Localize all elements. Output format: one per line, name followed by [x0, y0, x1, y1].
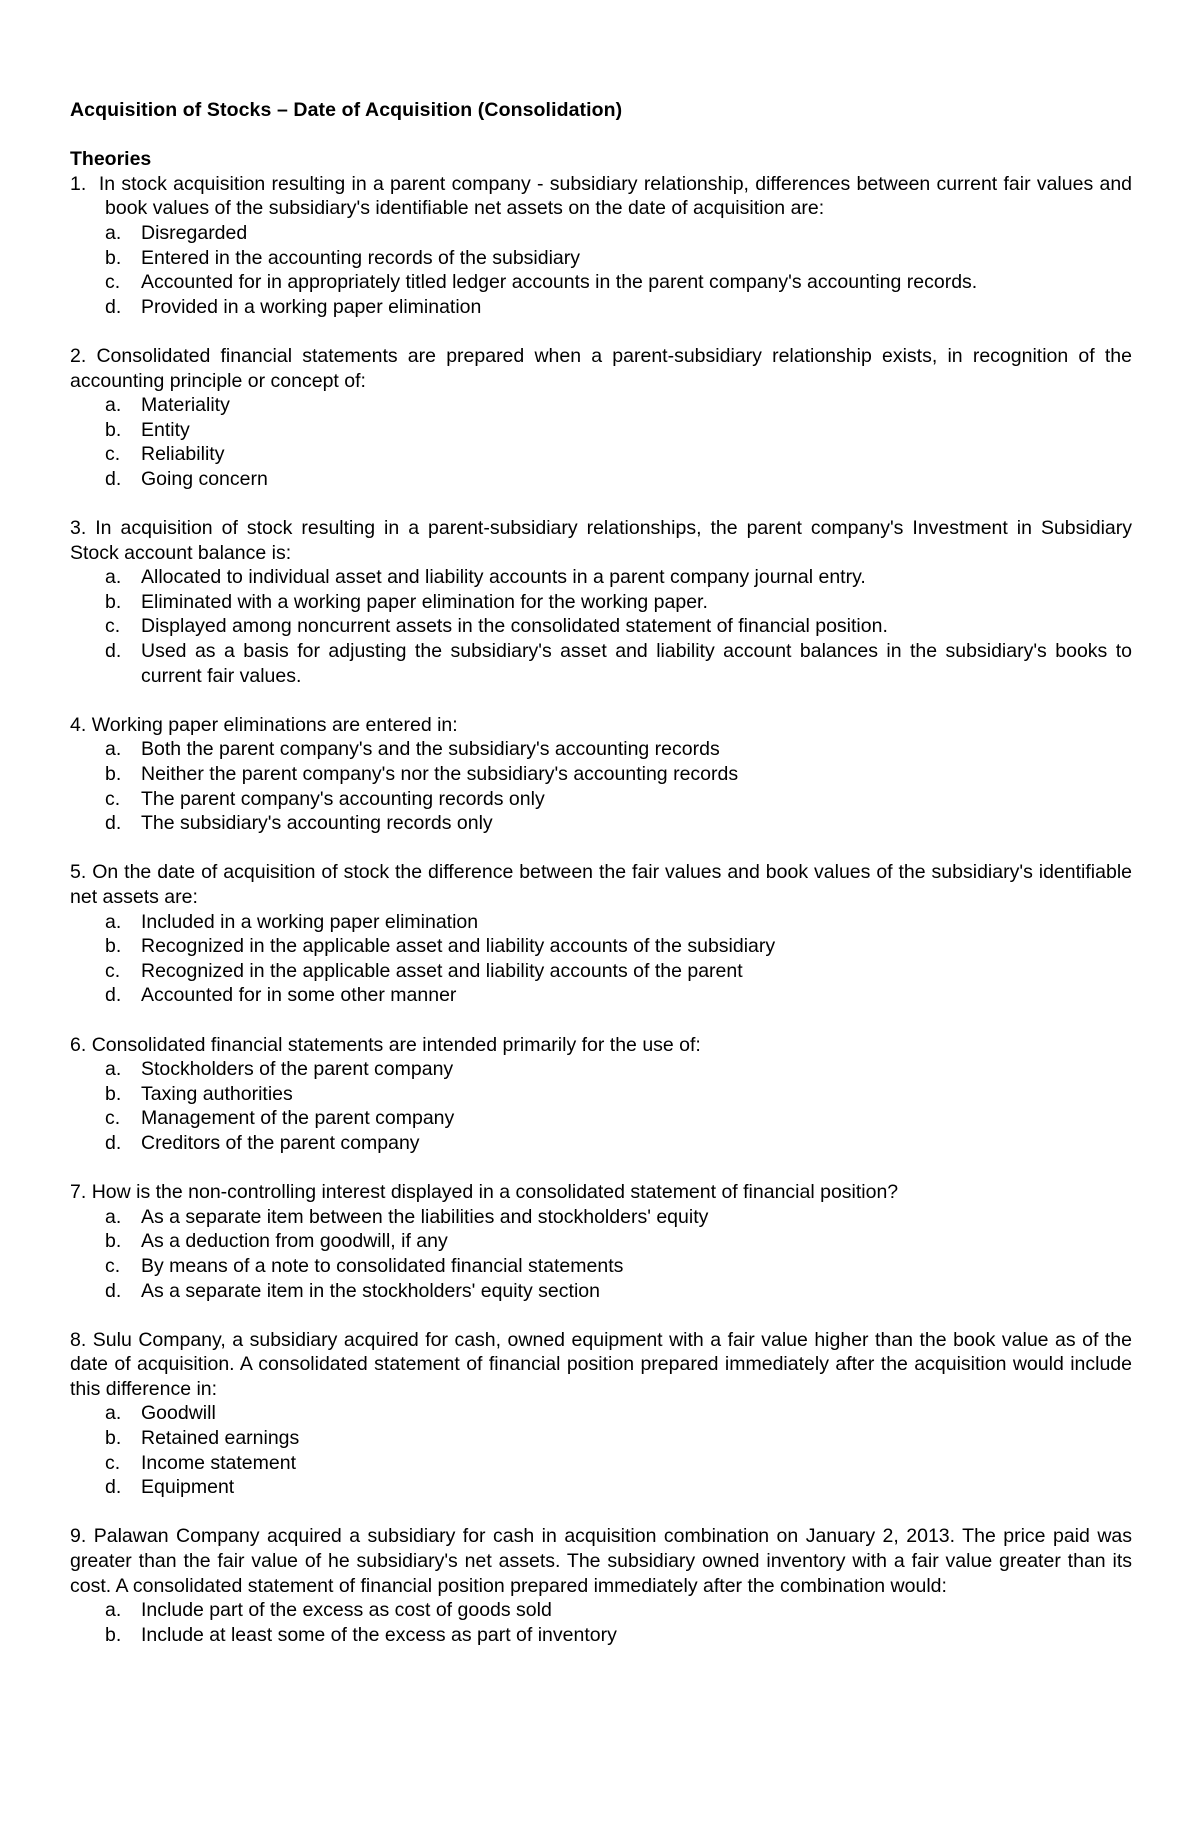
question-stem [70, 516, 1132, 565]
choice-letter: a. [105, 1058, 122, 1081]
choice-text: As a separate item between the liabilities and stockholders' equity [141, 1205, 709, 1228]
choice-item [70, 1106, 1132, 1131]
question-7 [70, 1180, 1132, 1303]
question-3 [70, 516, 1132, 688]
choice-text: Allocated to individual asset and liability accounts in a parent company journal entry. [141, 566, 866, 589]
choice-letter: c. [105, 1451, 121, 1474]
choice-text: Taxing authorities [141, 1082, 293, 1105]
choice-letter: b. [105, 590, 122, 613]
choice-letter: b. [105, 418, 122, 441]
choice-letter: a. [105, 394, 122, 417]
choice-item [70, 934, 1132, 959]
document-page [70, 98, 1132, 1647]
question-stem [70, 1328, 1132, 1402]
choice-text: Include at least some of the excess as part of inventory [141, 1623, 617, 1646]
choice-item [70, 246, 1132, 271]
choice-list [70, 910, 1132, 1008]
choice-text: Income statement [141, 1451, 296, 1474]
choice-list [70, 737, 1132, 835]
choice-item [70, 1475, 1132, 1500]
question-2 [70, 344, 1132, 492]
choice-letter: a. [105, 738, 122, 761]
choice-letter: b. [105, 246, 122, 269]
choice-item [70, 565, 1132, 590]
question-text: Sulu Company, a subsidiary acquired for cash, owned equipment with a fair value higher than the book value as of the date of acquisition. A consolidated statement of financial position prepared immediately after the acquisition would include this difference in: [70, 1328, 1133, 1400]
choice-list [70, 1057, 1132, 1155]
question-number: 2. [70, 344, 87, 367]
choice-letter: d. [105, 640, 122, 663]
choice-letter: d. [105, 984, 122, 1007]
choice-letter: a. [105, 1402, 122, 1425]
choice-list [70, 1401, 1132, 1499]
question-text: In stock acquisition resulting in a parent company - subsidiary relationship, differences between current fair values and book values of the subsidiary's identifiable net assets on the date of acquisition are: [98, 172, 1133, 220]
choice-letter: b. [105, 1623, 122, 1646]
choice-letter: b. [105, 1230, 122, 1253]
choice-item [70, 910, 1132, 935]
choice-text: Retained earnings [141, 1427, 300, 1450]
choice-text: Accounted for in some other manner [141, 984, 457, 1007]
choice-letter: b. [105, 935, 122, 958]
choice-letter: b. [105, 763, 122, 786]
choice-letter: d. [105, 1131, 122, 1154]
choice-item [70, 442, 1132, 467]
choice-list [70, 393, 1132, 491]
choice-item [70, 639, 1132, 688]
choice-letter: d. [105, 1279, 122, 1302]
choice-letter: c. [105, 959, 121, 982]
choice-text: Going concern [141, 467, 268, 490]
choice-text: Entity [141, 418, 190, 441]
choice-item [70, 393, 1132, 418]
choice-text: Provided in a working paper elimination [141, 295, 482, 318]
question-number: 6. [70, 1033, 87, 1056]
choice-text: Both the parent company's and the subsidiary's accounting records [141, 738, 720, 761]
choice-text: Eliminated with a working paper elimination for the working paper. [141, 590, 708, 613]
choice-item [70, 959, 1132, 984]
choice-item [70, 983, 1132, 1008]
choice-item [70, 418, 1132, 443]
choice-list [70, 1598, 1132, 1647]
question-text: Palawan Company acquired a subsidiary for cash in acquisition combination on January 2, 2013. The price paid was greater than the fair value of he subsidiary's net assets. The subsidiary owned inventory with a fair value greater than its cost. A consolidated statement of financial position prepared immediately after the combination would: [70, 1525, 1133, 1597]
choice-item [70, 1205, 1132, 1230]
choice-text: Creditors of the parent company [141, 1131, 420, 1154]
choice-text: Management of the parent company [141, 1107, 455, 1130]
choice-text: Displayed among noncurrent assets in the consolidated statement of financial position. [141, 615, 888, 638]
question-number: 9. [70, 1525, 87, 1548]
choice-item [70, 221, 1132, 246]
choice-letter: b. [105, 1427, 122, 1450]
question-number: 1. [70, 172, 87, 195]
choice-item [70, 467, 1132, 492]
question-stem [70, 713, 1132, 738]
choice-item [70, 614, 1132, 639]
choice-text: Accounted for in appropriately titled ledger accounts in the parent company's accounting records. [141, 271, 978, 294]
choice-letter: c. [105, 271, 121, 294]
question-stem [70, 1033, 1132, 1058]
question-stem [70, 860, 1132, 909]
choice-letter: d. [105, 467, 122, 490]
choice-letter: a. [105, 910, 122, 933]
choice-text: Neither the parent company's nor the subsidiary's accounting records [141, 763, 739, 786]
question-number: 8. [70, 1328, 87, 1351]
choice-text: Used as a basis for adjusting the subsidiary's asset and liability account balances in the subsidiary's books to current fair values. [141, 640, 1132, 687]
document-title: Acquisition of Stocks – Date of Acquisition (Consolidation) [70, 99, 623, 121]
choice-text: Goodwill [141, 1402, 216, 1425]
choice-text: As a separate item in the stockholders' equity section [141, 1279, 600, 1302]
choice-item [70, 1426, 1132, 1451]
section-heading: Theories [70, 148, 152, 171]
choice-letter: a. [105, 1599, 122, 1622]
choice-letter: c. [105, 1107, 121, 1130]
choice-letter: c. [105, 615, 121, 638]
choice-item [70, 1082, 1132, 1107]
choice-text: Included in a working paper elimination [141, 910, 479, 933]
choice-letter: d. [105, 812, 122, 835]
choice-item [70, 762, 1132, 787]
question-stem [70, 172, 1132, 221]
question-text: How is the non-controlling interest displayed in a consolidated statement of financial position? [91, 1181, 899, 1204]
choice-item [70, 1279, 1132, 1304]
choice-item [70, 270, 1132, 295]
choice-text: Disregarded [141, 221, 248, 244]
question-text: In acquisition of stock resulting in a parent-subsidiary relationships, the parent company's Investment in Subsidiary Stock account balance is: [70, 517, 1132, 564]
choice-list [70, 1205, 1132, 1303]
choice-item [70, 737, 1132, 762]
choice-item [70, 1131, 1132, 1156]
question-stem [70, 344, 1132, 393]
choice-text: Equipment [141, 1476, 235, 1499]
question-number: 3. [70, 517, 87, 540]
choice-item [70, 1401, 1132, 1426]
choice-text: As a deduction from goodwill, if any [141, 1230, 448, 1253]
choice-list [70, 565, 1132, 688]
question-6 [70, 1033, 1132, 1156]
choice-text: Materiality [141, 394, 230, 417]
question-number: 5. [70, 861, 87, 884]
choice-item [70, 295, 1132, 320]
question-number: 4. [70, 713, 87, 736]
choice-text: Reliability [141, 443, 225, 466]
choice-item [70, 787, 1132, 812]
choice-text: The subsidiary's accounting records only [141, 812, 493, 835]
choice-text: Stockholders of the parent company [141, 1058, 454, 1081]
choice-list [70, 221, 1132, 319]
choice-letter: c. [105, 787, 121, 810]
choice-text: The parent company's accounting records only [141, 787, 545, 810]
choice-item [70, 1623, 1132, 1648]
choice-item [70, 1229, 1132, 1254]
question-stem [70, 1180, 1132, 1205]
question-5 [70, 860, 1132, 1008]
choice-text: Recognized in the applicable asset and liability accounts of the parent [141, 959, 743, 982]
question-stem [70, 1524, 1132, 1598]
question-9 [70, 1524, 1132, 1647]
choice-letter: c. [105, 1254, 121, 1277]
choice-letter: c. [105, 443, 121, 466]
choice-letter: b. [105, 1082, 122, 1105]
choice-text: Entered in the accounting records of the subsidiary [141, 246, 581, 269]
question-text: Consolidated financial statements are prepared when a parent-subsidiary relationship exists, in recognition of the accounting principle or concept of: [70, 344, 1132, 392]
choice-item [70, 1057, 1132, 1082]
question-text: On the date of acquisition of stock the difference between the fair values and book values of the subsidiary's identifiable net assets are: [70, 861, 1132, 908]
choice-text: Recognized in the applicable asset and liability accounts of the subsidiary [141, 935, 776, 958]
choice-item [70, 1598, 1132, 1623]
choice-letter: d. [105, 1476, 122, 1499]
choice-text: By means of a note to consolidated financial statements [141, 1254, 624, 1277]
question-8 [70, 1328, 1132, 1500]
choice-letter: a. [105, 566, 122, 589]
question-list [70, 172, 1132, 1648]
question-4 [70, 713, 1132, 836]
question-1 [70, 172, 1132, 320]
choice-item [70, 1451, 1132, 1476]
choice-letter: d. [105, 295, 122, 318]
question-number: 7. [70, 1181, 87, 1204]
choice-text: Include part of the excess as cost of goods sold [141, 1599, 552, 1622]
question-text: Consolidated financial statements are intended primarily for the use of: [91, 1033, 701, 1056]
choice-item [70, 590, 1132, 615]
choice-letter: a. [105, 221, 122, 244]
choice-item [70, 1254, 1132, 1279]
choice-item [70, 811, 1132, 836]
question-text: Working paper eliminations are entered in: [91, 713, 458, 736]
choice-letter: a. [105, 1205, 122, 1228]
